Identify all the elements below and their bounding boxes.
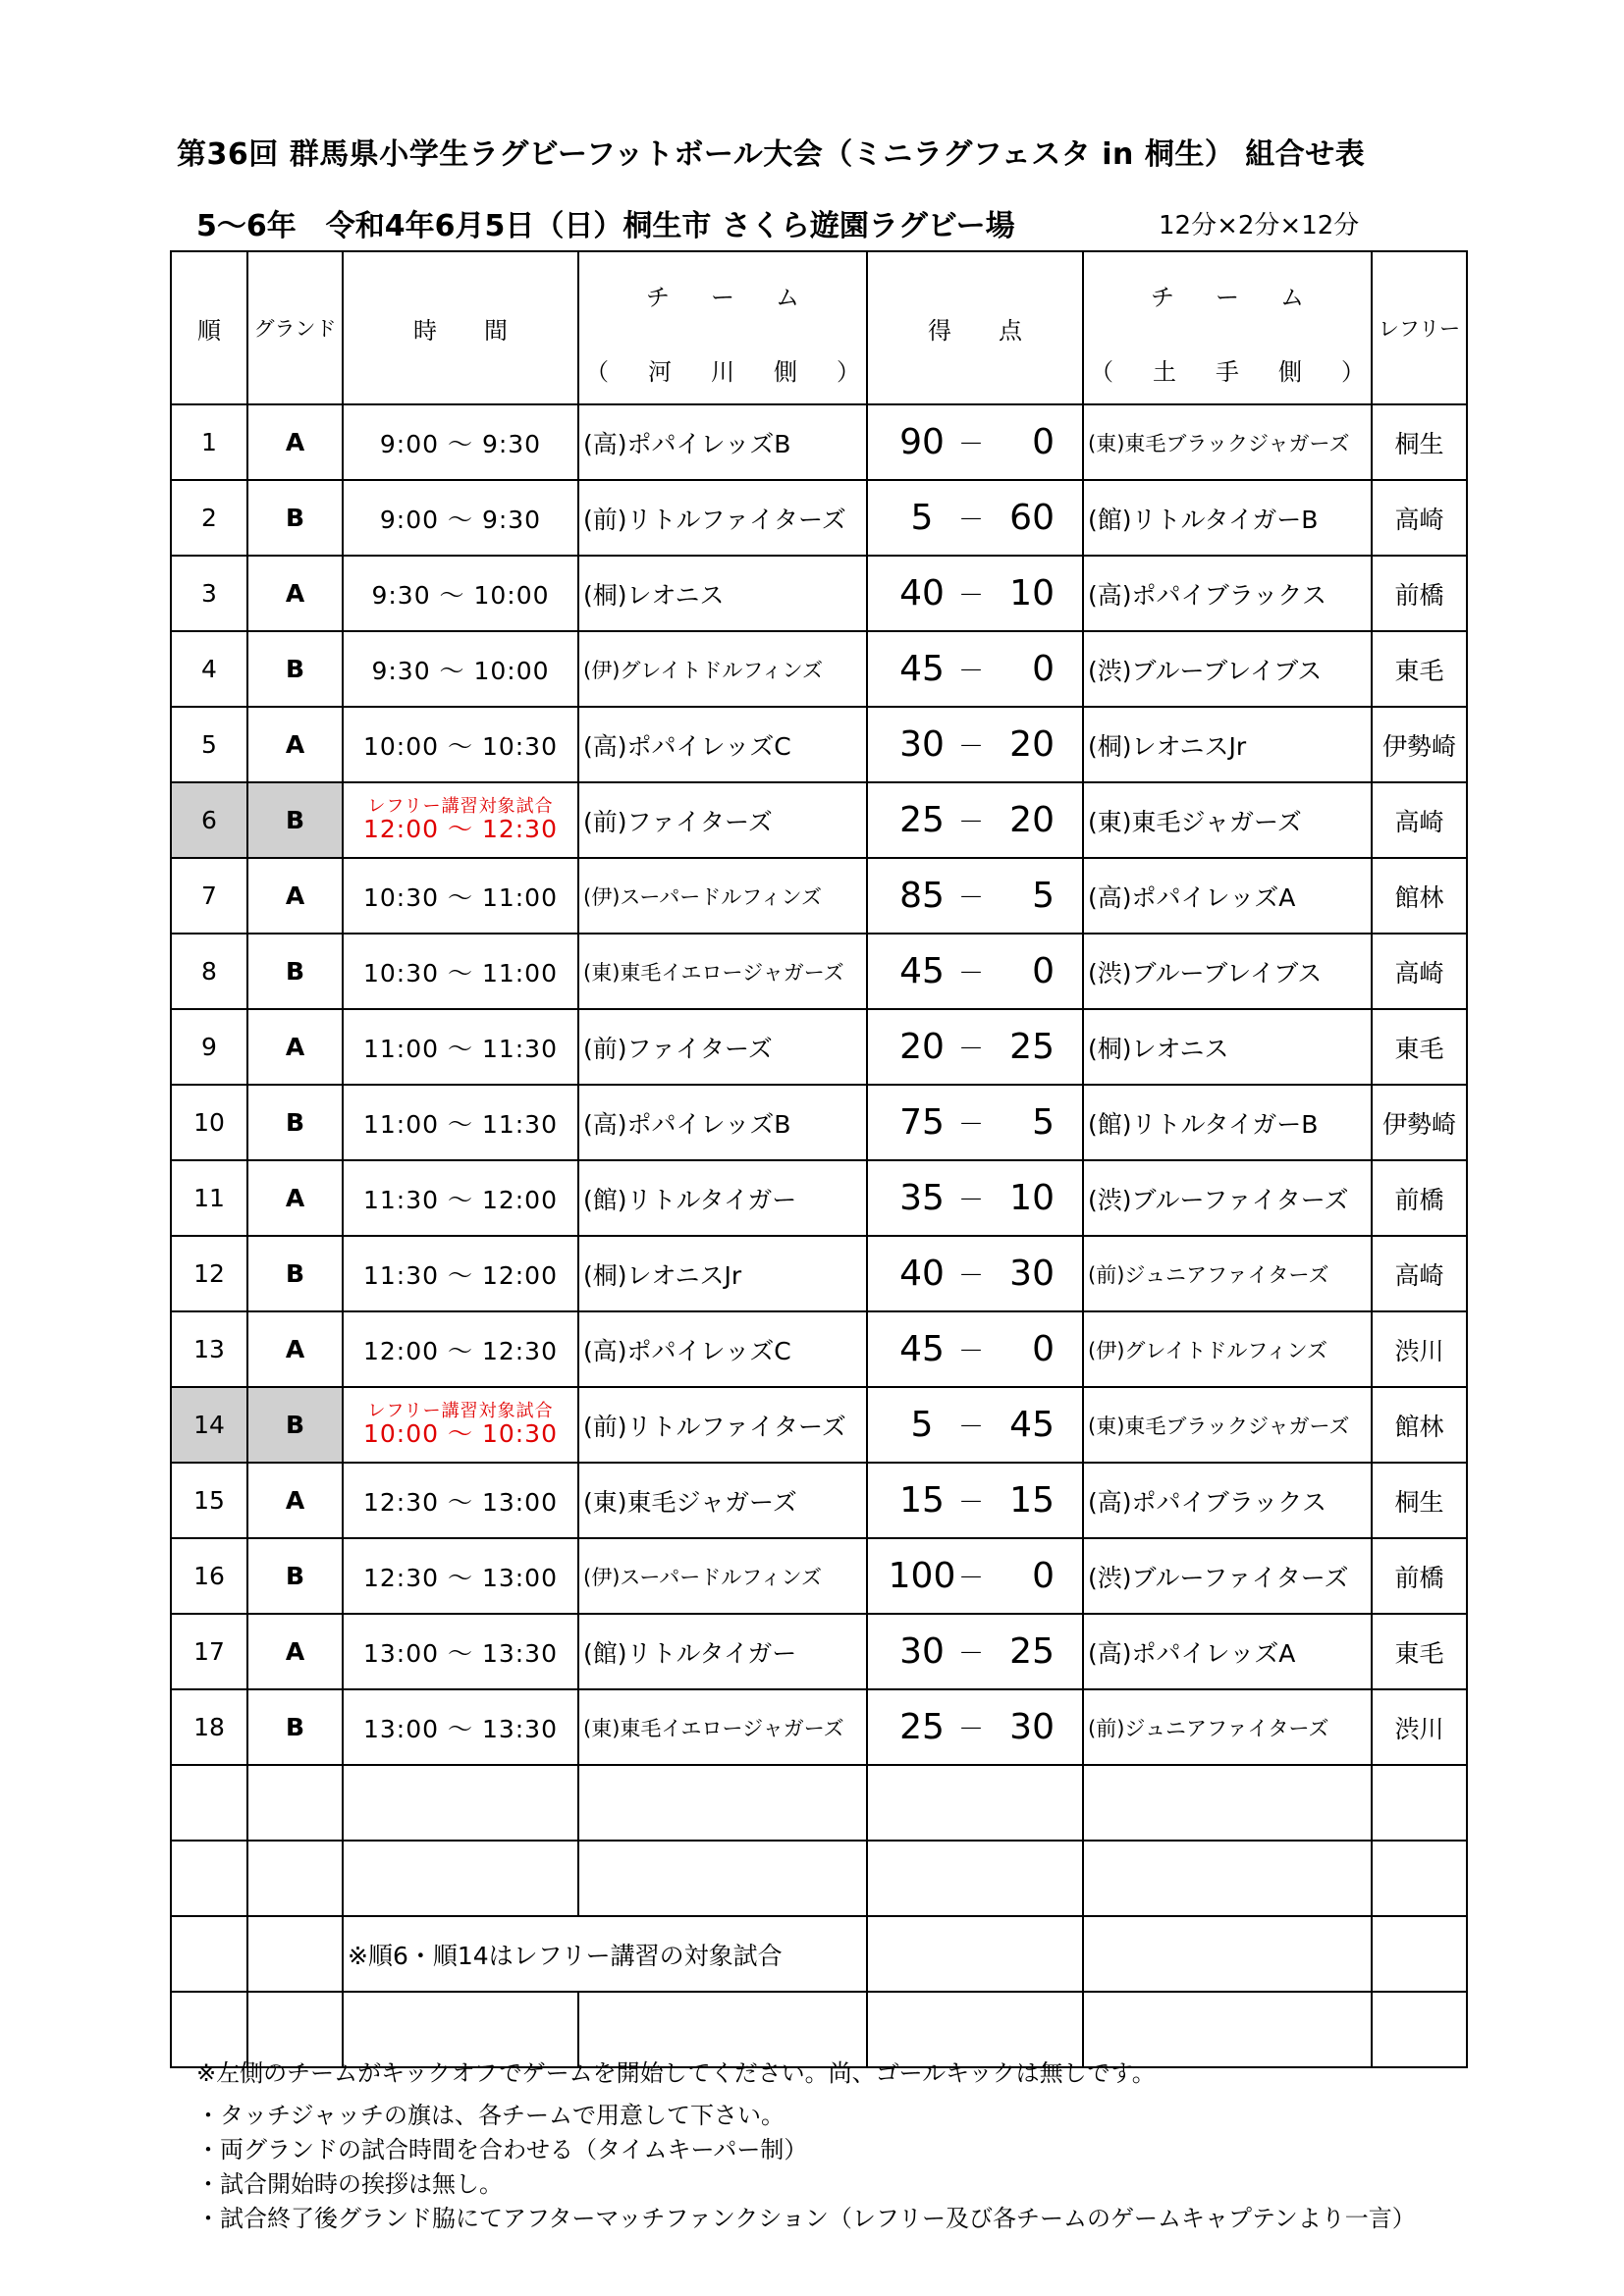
team-right: (高)ポパイレッズA (1083, 858, 1372, 934)
referee: 館林 (1372, 858, 1467, 934)
match-time: 9:30 ～ 10:00 (343, 556, 578, 631)
team-left: (東)東毛イエロージャガーズ (578, 1689, 867, 1765)
score-away: 60 (1009, 498, 1055, 538)
score-dash: － (957, 1337, 984, 1366)
score-away: 25 (1009, 1631, 1055, 1672)
team-left: (東)東毛ジャガーズ (578, 1463, 867, 1538)
team-right: (館)リトルタイガーB (1083, 480, 1372, 556)
score-home: 45 (899, 649, 945, 689)
match-ground: B (247, 1085, 343, 1160)
referee: 高崎 (1372, 1236, 1467, 1311)
header-team-right-side: （ 土 手 側 ） (1090, 358, 1365, 386)
match-time-value: 12:00 ～ 12:30 (363, 814, 558, 843)
header-score: 得 点 (867, 251, 1083, 404)
match-ground: B (247, 631, 343, 707)
referee: 桐生 (1372, 404, 1467, 480)
score-dash: － (957, 732, 984, 762)
table-row (171, 1463, 1467, 1538)
match-score (867, 782, 1083, 858)
page-subtitle (196, 201, 1360, 244)
referee: 東毛 (1372, 631, 1467, 707)
empty-row (171, 1765, 1467, 1841)
team-left: (前)リトルファイターズ (578, 480, 867, 556)
table-row (171, 404, 1467, 480)
header-team-left-side: （ 河 川 側 ） (585, 358, 860, 386)
score-home: 5 (910, 1405, 934, 1445)
table-row (171, 934, 1467, 1009)
match-order: 4 (171, 631, 247, 707)
team-left: (東)東毛イエロージャガーズ (578, 934, 867, 1009)
team-left: (桐)レオニスJr (578, 1236, 867, 1311)
score-home: 35 (899, 1178, 945, 1218)
score-dash: － (957, 1186, 984, 1215)
header-order: 順 (171, 251, 247, 404)
referee: 高崎 (1372, 480, 1467, 556)
score-away: 45 (1009, 1405, 1055, 1445)
match-score (867, 1009, 1083, 1085)
team-right: (前)ジュニアファイターズ (1083, 1236, 1372, 1311)
table-row (171, 1311, 1467, 1387)
score-dash: － (957, 1413, 984, 1442)
match-ground: B (247, 1689, 343, 1765)
referee-training-note: レフリー講習対象試合 (367, 1400, 554, 1421)
match-ground: A (247, 556, 343, 631)
match-time: 12:00 ～ 12:30 (343, 1311, 578, 1387)
score-away: 30 (1009, 1707, 1055, 1747)
table-row (171, 1614, 1467, 1689)
score-home: 20 (899, 1027, 945, 1067)
match-order: 16 (171, 1538, 247, 1614)
empty-row (171, 1841, 1467, 1916)
match-order: 6 (171, 782, 247, 858)
match-order: 11 (171, 1160, 247, 1236)
table-row (171, 707, 1467, 782)
team-left: (高)ポパイレッズB (578, 404, 867, 480)
score-dash: － (957, 808, 984, 837)
match-ground: B (247, 782, 343, 858)
match-order: 15 (171, 1463, 247, 1538)
score-dash: － (957, 430, 984, 459)
match-ground: A (247, 1463, 343, 1538)
referee: 前橋 (1372, 1538, 1467, 1614)
header-team-right (1083, 251, 1372, 404)
score-away: 15 (1009, 1480, 1055, 1521)
score-dash: － (957, 657, 984, 686)
match-time-value: 10:00 ～ 10:30 (363, 1418, 558, 1448)
score-away: 20 (1009, 800, 1055, 840)
footer-item: ・タッチジャッチの旗は、各チームで用意して下さい。 (196, 2102, 785, 2129)
team-left: (館)リトルタイガー (578, 1614, 867, 1689)
team-left: (前)ファイターズ (578, 782, 867, 858)
match-time: 9:30 ～ 10:00 (343, 631, 578, 707)
referee: 東毛 (1372, 1009, 1467, 1085)
team-right: (渋)ブルーファイターズ (1083, 1160, 1372, 1236)
match-time: 13:00 ～ 13:30 (343, 1614, 578, 1689)
team-right: (東)東毛ブラックジャガーズ (1083, 1387, 1372, 1463)
header-ground: グランド (247, 251, 343, 404)
match-score (867, 631, 1083, 707)
referee: 渋川 (1372, 1689, 1467, 1765)
match-ground: A (247, 858, 343, 934)
match-score (867, 1614, 1083, 1689)
match-ground: B (247, 1538, 343, 1614)
footer-item: ・試合終了後グランド脇にてアフターマッチファンクション（レフリー及び各チームのゲームキャプテンより一言） (196, 2205, 1416, 2232)
match-time: 13:00 ～ 13:30 (343, 1689, 578, 1765)
team-right: (館)リトルタイガーB (1083, 1085, 1372, 1160)
table-note: ※順6・順14はレフリー講習の対象試合 (343, 1916, 867, 1992)
event-info: 5～6年 令和4年6月5日（日）桐生市 さくら遊園ラグビー場 (196, 209, 1015, 243)
match-ground: A (247, 1160, 343, 1236)
referee: 東毛 (1372, 1614, 1467, 1689)
header-team-right-label: チーム (1151, 284, 1345, 311)
table-row (171, 631, 1467, 707)
table-row (171, 1538, 1467, 1614)
score-away: 5 (1032, 1102, 1055, 1143)
team-left: (高)ポパイレッズB (578, 1085, 867, 1160)
referee: 渋川 (1372, 1311, 1467, 1387)
score-away: 0 (1032, 1556, 1055, 1596)
score-away: 10 (1009, 1178, 1055, 1218)
match-score (867, 404, 1083, 480)
table-row (171, 1085, 1467, 1160)
team-left: (高)ポパイレッズC (578, 1311, 867, 1387)
team-right: (東)東毛ジャガーズ (1083, 782, 1372, 858)
table-row (171, 480, 1467, 556)
team-right: (高)ポパイブラックス (1083, 1463, 1372, 1538)
header-time: 時 間 (343, 251, 578, 404)
referee: 館林 (1372, 1387, 1467, 1463)
score-home: 30 (899, 724, 945, 765)
team-right: (渋)ブルーブレイブス (1083, 631, 1372, 707)
score-home: 5 (910, 498, 934, 538)
team-left: (伊)スーパードルフィンズ (578, 858, 867, 934)
team-right: (高)ポパイレッズA (1083, 1614, 1372, 1689)
score-home: 15 (899, 1480, 945, 1521)
score-away: 10 (1009, 573, 1055, 614)
team-right: (桐)レオニスJr (1083, 707, 1372, 782)
score-home: 90 (899, 422, 945, 462)
match-ground: A (247, 1311, 343, 1387)
match-order: 10 (171, 1085, 247, 1160)
match-score (867, 1311, 1083, 1387)
score-away: 25 (1009, 1027, 1055, 1067)
table-row (171, 1009, 1467, 1085)
team-right: (高)ポパイブラックス (1083, 556, 1372, 631)
score-home: 45 (899, 951, 945, 991)
footer-main-note: ※左側のチームがキックオフでゲームを開始してください。尚、ゴールキックは無しです。 (196, 2059, 1156, 2087)
footer-item: ・両グランドの試合時間を合わせる（タイムキーパー制） (196, 2136, 808, 2163)
score-away: 30 (1009, 1254, 1055, 1294)
match-score (867, 1387, 1083, 1463)
match-ground: B (247, 1236, 343, 1311)
match-score (867, 556, 1083, 631)
team-left: (高)ポパイレッズC (578, 707, 867, 782)
referee: 伊勢崎 (1372, 707, 1467, 782)
score-dash: － (957, 1564, 984, 1593)
referee: 伊勢崎 (1372, 1085, 1467, 1160)
match-time: 11:30 ～ 12:00 (343, 1236, 578, 1311)
header-team-left-label: チーム (646, 284, 840, 311)
team-left: (前)リトルファイターズ (578, 1387, 867, 1463)
match-time (343, 1387, 578, 1463)
match-order: 1 (171, 404, 247, 480)
footer-notes (196, 2056, 1416, 2236)
referee-training-note: レフリー講習対象試合 (367, 795, 554, 817)
score-home: 100 (888, 1556, 956, 1596)
match-score (867, 1689, 1083, 1765)
referee: 高崎 (1372, 934, 1467, 1009)
match-time (343, 782, 578, 858)
score-dash: － (957, 959, 984, 988)
match-ground: B (247, 934, 343, 1009)
score-dash: － (957, 1261, 984, 1291)
match-ground: A (247, 404, 343, 480)
score-away: 5 (1032, 876, 1055, 916)
match-time: 9:00 ～ 9:30 (343, 480, 578, 556)
table-row (171, 1689, 1467, 1765)
score-home: 45 (899, 1329, 945, 1369)
score-home: 85 (899, 876, 945, 916)
match-order: 3 (171, 556, 247, 631)
match-ground: B (247, 1387, 343, 1463)
match-order: 7 (171, 858, 247, 934)
match-time: 10:30 ～ 11:00 (343, 934, 578, 1009)
table-row (171, 556, 1467, 631)
table-row (171, 858, 1467, 934)
table-row (171, 1387, 1467, 1463)
match-order: 17 (171, 1614, 247, 1689)
score-away: 0 (1032, 951, 1055, 991)
match-ground: B (247, 480, 343, 556)
match-order: 8 (171, 934, 247, 1009)
team-left: (館)リトルタイガー (578, 1160, 867, 1236)
score-dash: － (957, 1110, 984, 1140)
match-time: 10:00 ～ 10:30 (343, 707, 578, 782)
match-ground: A (247, 707, 343, 782)
score-dash: － (957, 1715, 984, 1744)
match-score (867, 1160, 1083, 1236)
team-right: (渋)ブルーファイターズ (1083, 1538, 1372, 1614)
match-score (867, 1236, 1083, 1311)
match-score (867, 1538, 1083, 1614)
referee: 桐生 (1372, 1463, 1467, 1538)
match-score (867, 707, 1083, 782)
score-away: 20 (1009, 724, 1055, 765)
team-left: (伊)グレイトドルフィンズ (578, 631, 867, 707)
table-row (171, 782, 1467, 858)
score-home: 30 (899, 1631, 945, 1672)
match-score (867, 858, 1083, 934)
match-order: 5 (171, 707, 247, 782)
score-dash: － (957, 506, 984, 535)
match-time: 11:00 ～ 11:30 (343, 1085, 578, 1160)
score-dash: － (957, 883, 984, 913)
referee: 前橋 (1372, 1160, 1467, 1236)
match-score (867, 1085, 1083, 1160)
match-score (867, 934, 1083, 1009)
match-order: 13 (171, 1311, 247, 1387)
match-order: 14 (171, 1387, 247, 1463)
match-rule: 12分×2分×12分 (1159, 211, 1360, 240)
match-order: 18 (171, 1689, 247, 1765)
header-referee: レフリー (1372, 251, 1467, 404)
score-dash: － (957, 1488, 984, 1518)
score-away: 0 (1032, 422, 1055, 462)
team-right: (東)東毛ブラックジャガーズ (1083, 404, 1372, 480)
score-home: 75 (899, 1102, 945, 1143)
score-away: 0 (1032, 649, 1055, 689)
score-dash: － (957, 1035, 984, 1064)
team-right: (前)ジュニアファイターズ (1083, 1689, 1372, 1765)
header-row (171, 251, 1467, 404)
score-dash: － (957, 1639, 984, 1669)
team-left: (桐)レオニス (578, 556, 867, 631)
team-right: (伊)グレイトドルフィンズ (1083, 1311, 1372, 1387)
team-left: (前)ファイターズ (578, 1009, 867, 1085)
match-time: 12:30 ～ 13:00 (343, 1463, 578, 1538)
team-right: (桐)レオニス (1083, 1009, 1372, 1085)
match-ground: A (247, 1009, 343, 1085)
match-order: 12 (171, 1236, 247, 1311)
referee: 高崎 (1372, 782, 1467, 858)
match-time: 11:30 ～ 12:00 (343, 1160, 578, 1236)
team-left: (伊)スーパードルフィンズ (578, 1538, 867, 1614)
match-time: 9:00 ～ 9:30 (343, 404, 578, 480)
score-home: 25 (899, 800, 945, 840)
schedule-table (170, 250, 1468, 2068)
score-away: 0 (1032, 1329, 1055, 1369)
score-home: 25 (899, 1707, 945, 1747)
score-home: 40 (899, 573, 945, 614)
match-order: 9 (171, 1009, 247, 1085)
header-team-left (578, 251, 867, 404)
match-time: 12:30 ～ 13:00 (343, 1538, 578, 1614)
table-row (171, 1160, 1467, 1236)
match-time: 11:00 ～ 11:30 (343, 1009, 578, 1085)
match-ground: A (247, 1614, 343, 1689)
match-score (867, 480, 1083, 556)
referee: 前橋 (1372, 556, 1467, 631)
footer-item: ・試合開始時の挨拶は無し。 (196, 2170, 503, 2198)
score-home: 40 (899, 1254, 945, 1294)
table-row (171, 1236, 1467, 1311)
match-time: 10:30 ～ 11:00 (343, 858, 578, 934)
note-row (171, 1916, 1467, 1992)
team-right: (渋)ブルーブレイブス (1083, 934, 1372, 1009)
score-dash: － (957, 581, 984, 611)
match-score (867, 1463, 1083, 1538)
match-order: 2 (171, 480, 247, 556)
page-title: 第36回 群馬県小学生ラグビーフットボール大会（ミニラグフェスタ in 桐生） 組合せ表 (177, 137, 1366, 172)
